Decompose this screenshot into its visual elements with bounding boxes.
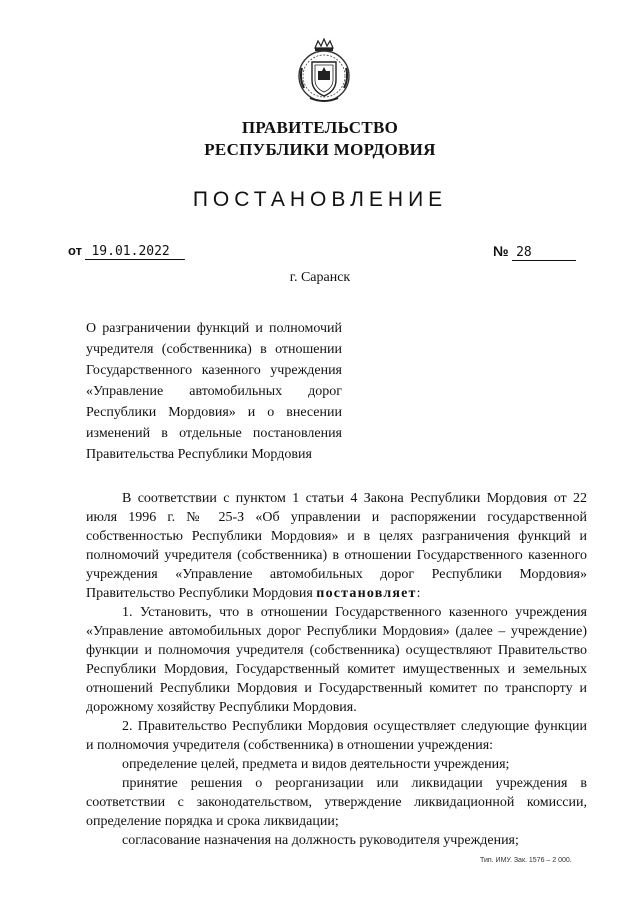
intro-end: :: [416, 586, 421, 601]
intro-bold-word: постановляет: [316, 586, 417, 601]
government-title-line1: ПРАВИТЕЛЬСТВО: [241, 118, 399, 137]
date-label: от: [68, 243, 82, 258]
body-paragraph-intro: [86, 489, 587, 603]
coat-of-arms-mordovia-icon: [296, 38, 352, 104]
body-paragraph-2: 2. Правительство Республики Мордовия осуществляет следующие функции и полномочия учредителя (собственника) в отношении учреждения:: [86, 719, 587, 753]
document-subject: О разграничении функций и полномочий учредителя (собственника) в отношении Государственного казенного учреждения «Управление автомобильных дорог Республики Мордовия» и о внесении изменений в отдельные постановления Правительства Республики Мордовия: [86, 321, 342, 462]
body-paragraph-1: 1. Установить, что в отношении Государственного казенного учреждения «Управление автомобильных дорог Республики Мордовия» (далее – учреждение) функции и полномочия учредителя (собственника) осуществляют Правительство Республики Мордовия, Государственный комитет имущественных и земельных отношений Республики Мордовия и Государственный комитет по транспорту и дорожному хозяйству Республики Мордовия.: [86, 605, 587, 715]
date-field: [68, 243, 185, 260]
number-label: №: [493, 243, 509, 259]
body-paragraph-5: согласование назначения на должность руководителя учреждения;: [122, 833, 519, 848]
government-title-line2: РЕСПУБЛИКИ МОРДОВИЯ: [204, 140, 436, 159]
document-body: [86, 489, 587, 850]
number-value: 28: [512, 245, 576, 261]
document-type-title: ПОСТАНОВЛЕНИЕ: [192, 188, 448, 211]
body-paragraph-3: определение целей, предмета и видов деятельности учреждения;: [122, 757, 510, 772]
print-footer: Тип. ИМУ. Зак. 1576 – 2 000.: [480, 857, 572, 864]
intro-text: В соответствии с пунктом 1 статьи 4 Закона Республики Мордовия от 22 июля 1996 г. № 25-З «Об управлении и распоряжении государственной собственностью Республики Мордовия» и в целях разграничения функций и полномочий учредителя (собственника) в отношении Государственного казенного учреждения «Управление автомобильных дорог Республики Мордовия» Правительство Республики Мордовия: [86, 491, 587, 601]
city-name: г. Саранск: [289, 270, 351, 285]
date-value: 19.01.2022: [85, 244, 185, 260]
number-field: [493, 243, 576, 261]
body-paragraph-4: принятие решения о реорганизации или ликвидации учреждения в соответствии с законодательством, утверждение ликвидационной комиссии, определение порядка и срока ликвидации;: [86, 776, 587, 829]
